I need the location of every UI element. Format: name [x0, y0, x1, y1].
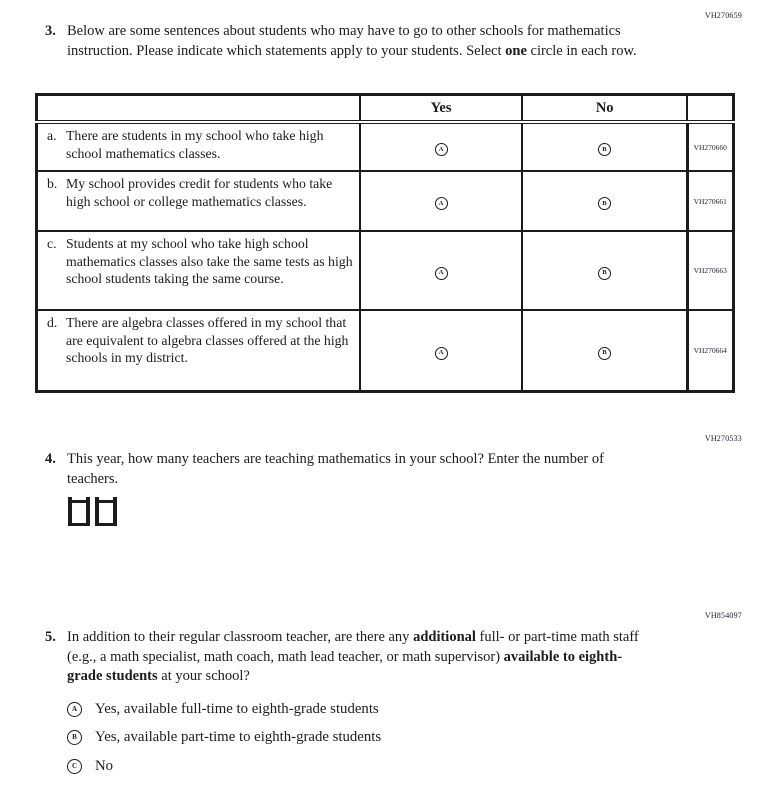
row-letter-b: b. [47, 176, 58, 191]
accession-code-row-c: VH270663 [687, 231, 734, 310]
no-cell-c [522, 231, 687, 310]
statement-text-b: My school provides credit for students who take high school or college mathematics classes. [66, 176, 333, 209]
accession-code-q5: VH854097 [704, 611, 742, 620]
question-5-text-part3: at your school? [157, 668, 250, 684]
question-5 [45, 628, 645, 785]
statement-text-a: There are students in my school who take high school mathematics classes. [66, 128, 324, 161]
question-4-text: This year, how many teachers are teaching mathematics in your school? Enter the number of teachers. [67, 451, 604, 487]
option-label-no: No [95, 757, 114, 774]
row-letter-c: c. [47, 236, 57, 251]
yes-cell-d [360, 310, 523, 392]
option-row-part-time[interactable] [67, 728, 645, 747]
yes-cell-b [360, 171, 523, 231]
table-header-row [37, 95, 734, 123]
accession-code-row-d: VH270664 [687, 310, 734, 392]
option-row-full-time[interactable] [67, 700, 645, 719]
statement-column-header [37, 95, 360, 123]
question-3-table [35, 93, 735, 393]
question-4 [45, 450, 645, 489]
yes-radio-circle-b[interactable]: A [435, 197, 448, 210]
statement-cell-c [37, 231, 360, 310]
yes-radio-circle-a[interactable]: A [435, 143, 448, 156]
question-5-bold-additional: additional [413, 629, 476, 645]
row-letter-d: d. [47, 315, 58, 330]
accession-code-row-a: VH270660 [687, 122, 734, 171]
table-row [37, 171, 734, 231]
question-5-text-part1: In addition to their regular classroom teacher, are there any [67, 629, 414, 645]
teacher-count-box-2[interactable] [95, 500, 117, 526]
question-5-text [67, 628, 645, 687]
statement-cell-a [37, 122, 360, 171]
accession-code-row-b: VH270661 [687, 171, 734, 231]
question-4-number: 4. [45, 451, 56, 467]
no-radio-circle-a[interactable]: B [598, 143, 611, 156]
question-5-number: 5. [45, 629, 56, 645]
statement-text-d: There are algebra classes offered in my school that are equivalent to algebra classes offered at the high schools in my district. [66, 315, 349, 365]
option-radio-circle-a[interactable]: A [67, 702, 82, 717]
option-row-no[interactable] [67, 757, 645, 776]
question-3-text [67, 22, 659, 61]
code-column-header [687, 95, 734, 123]
yes-radio-circle-d[interactable]: A [435, 347, 448, 360]
question-5-text-part2: full- or part-time math staff (e.g., a math specialist, math coach, math lead teacher, or math supervisor) [67, 629, 639, 665]
no-radio-circle-d[interactable]: B [598, 347, 611, 360]
table-row [37, 310, 734, 392]
option-radio-circle-b[interactable]: B [67, 730, 82, 745]
row-letter-a: a. [47, 128, 57, 143]
accession-code-q3: VH270659 [704, 11, 742, 20]
question-5-options [67, 700, 645, 776]
yes-cell-c [360, 231, 523, 310]
option-label-part-time: Yes, available part-time to eighth-grade students [95, 729, 382, 745]
statement-cell-d [37, 310, 360, 392]
no-cell-b [522, 171, 687, 231]
accession-code-q4: VH270533 [704, 434, 742, 443]
question-3-number: 3. [45, 23, 56, 39]
no-cell-a [522, 122, 687, 171]
teacher-count-box-1[interactable] [68, 500, 90, 526]
yes-cell-a [360, 122, 523, 171]
question-3-text-part1: Below are some sentences about students who may have to go to other schools for mathematics instruction. Please indicate which statements apply to your students. Select [67, 23, 621, 59]
statement-cell-b [37, 171, 360, 231]
no-radio-circle-c[interactable]: B [598, 267, 611, 280]
yes-radio-circle-c[interactable]: A [435, 267, 448, 280]
question-3 [45, 22, 659, 61]
table-row [37, 122, 734, 171]
table-row [37, 231, 734, 310]
option-label-full-time: Yes, available full-time to eighth-grade students [95, 700, 379, 717]
no-radio-circle-b[interactable]: B [598, 197, 611, 210]
no-column-header: No [522, 95, 687, 123]
question-5-bold-available: available to eighth-grade students [67, 648, 623, 684]
no-cell-d [522, 310, 687, 392]
option-radio-circle-c[interactable]: C [67, 759, 82, 774]
question-3-text-part2: circle in each row. [526, 42, 637, 59]
yes-column-header: Yes [360, 95, 523, 123]
teacher-count-entry [68, 500, 117, 526]
question-3-bold-one: one [505, 42, 527, 59]
statement-text-c: Students at my school who take high school mathematics classes also take the same tests as high school students taking the same course. [66, 236, 353, 286]
